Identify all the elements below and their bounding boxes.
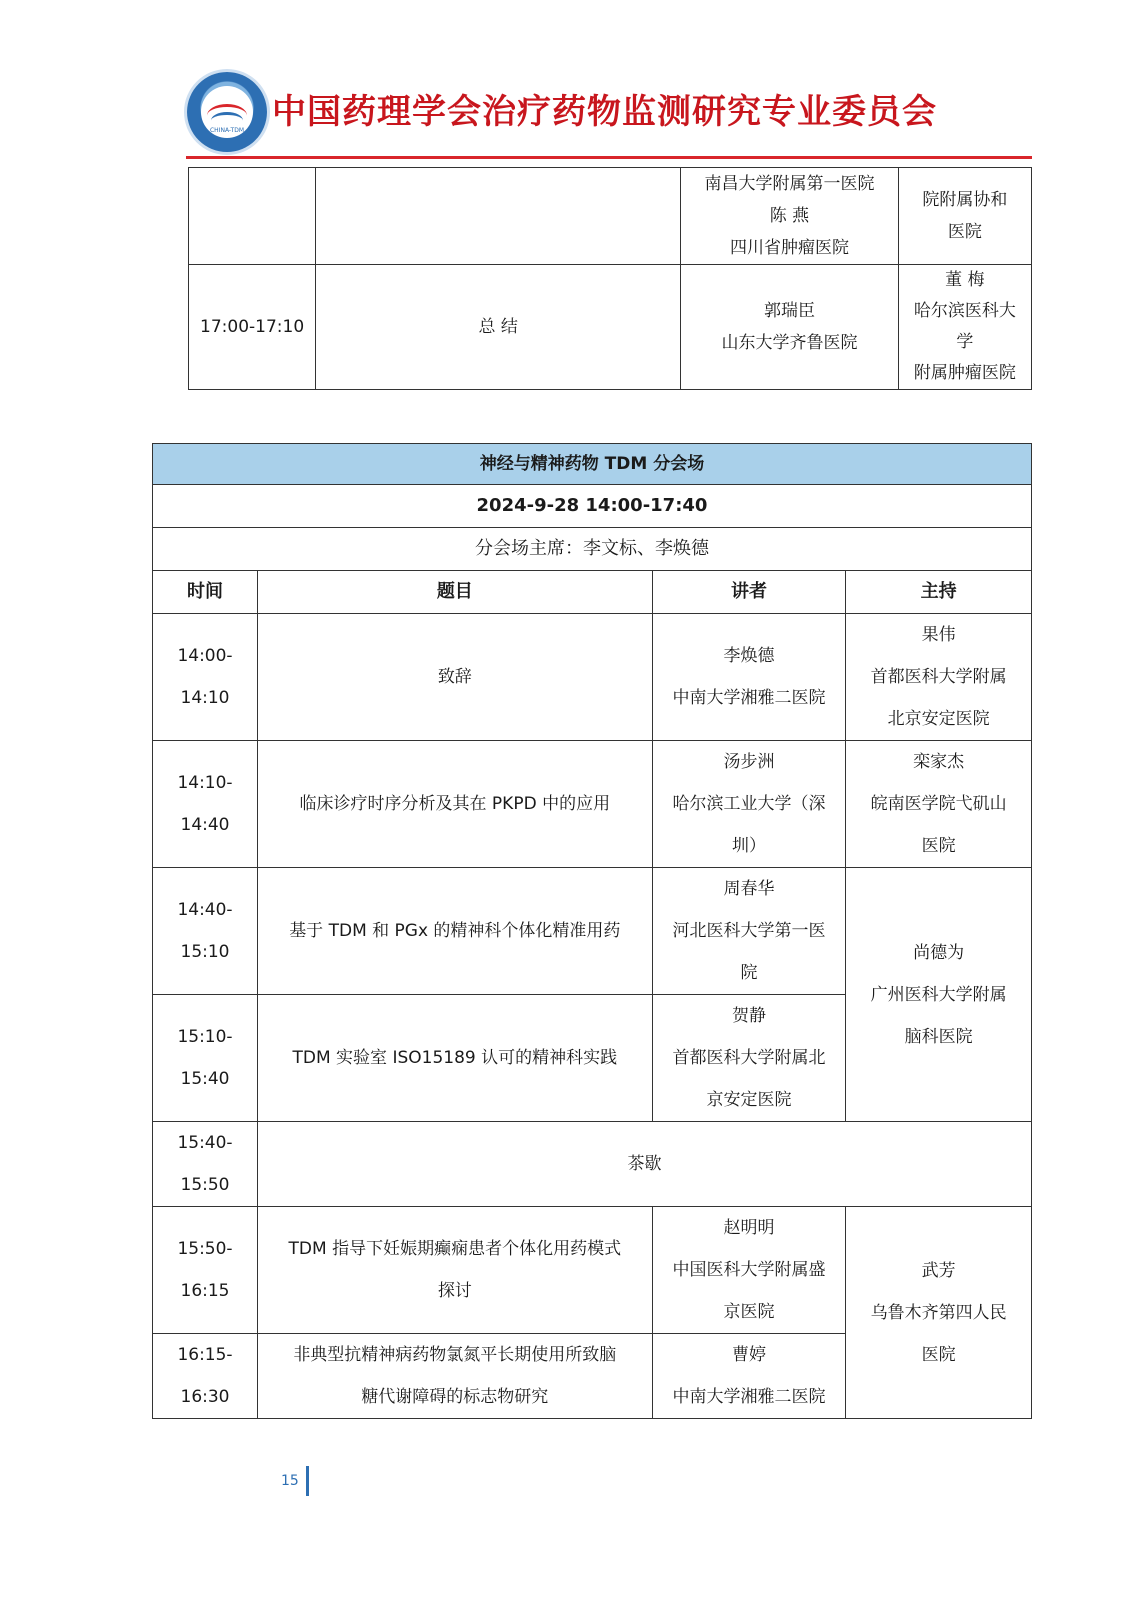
table-row: [153, 868, 1032, 995]
speaker-line: 郭瑞臣: [763, 301, 815, 321]
time-line: 15:50: [180, 1175, 230, 1195]
header-divider: [186, 156, 1032, 159]
time-cell: [153, 1122, 258, 1207]
host-line: 广州医科大学附属: [870, 984, 1007, 1005]
time-cell: [153, 741, 258, 868]
table-row: [189, 168, 1032, 265]
host-cell: [846, 868, 1032, 1122]
host-cell: [846, 614, 1032, 741]
session-schedule-table: [152, 443, 1032, 1419]
time-line: 15:50-: [177, 1239, 233, 1259]
speaker-line: 汤步洲: [723, 752, 775, 772]
break-cell: [258, 1122, 1032, 1207]
host-line: 学: [956, 332, 974, 352]
table-row: [153, 1207, 1032, 1334]
speaker-line: 山东大学齐鲁医院: [721, 333, 858, 353]
topic-cell: [258, 614, 653, 741]
speaker-line: 京安定医院: [706, 1090, 792, 1110]
time-line: 15:10-: [177, 1027, 233, 1047]
speaker-line: 中南大学湘雅二医院: [672, 1387, 826, 1407]
session-title-row: [153, 444, 1032, 485]
session-title: 神经与精神药物 TDM 分会场: [153, 444, 1032, 485]
time-cell: [153, 1207, 258, 1334]
column-header-host: 主持: [846, 571, 1032, 614]
host-line: 医院: [921, 1344, 956, 1365]
host-line: 栾家杰: [913, 752, 965, 772]
speaker-line: 李焕德: [723, 646, 775, 666]
time-cell: [153, 1334, 258, 1419]
speaker-line: 院: [740, 963, 758, 983]
topic-cell: [258, 995, 653, 1122]
table-row: [153, 1122, 1032, 1207]
time-line: 15:10: [180, 942, 230, 962]
time-line: 14:00-: [177, 646, 233, 666]
session-chairs-row: [153, 528, 1032, 571]
time-cell: 17:00-17:10: [189, 265, 316, 390]
topic-line: 探讨: [437, 1281, 472, 1301]
speaker-line: 中国医科大学附属盛: [672, 1260, 826, 1280]
host-line: 首都医科大学附属: [870, 667, 1007, 687]
topic-cell: [258, 868, 653, 995]
table-header-row: [153, 571, 1032, 614]
speaker-cell: [652, 1334, 846, 1419]
time-cell: [153, 995, 258, 1122]
speaker-line: 京医院: [723, 1302, 775, 1322]
host-line: 院附属协和: [922, 190, 1008, 210]
host-cell: [898, 265, 1031, 390]
topic-line: TDM 指导下妊娠期癫痫患者个体化用药模式: [288, 1239, 622, 1259]
speaker-line: 南昌大学附属第一医院: [704, 174, 875, 194]
speaker-cell: [652, 1207, 846, 1334]
host-line: 医院: [947, 222, 982, 242]
host-cell: [846, 1207, 1032, 1419]
topic-line: 基于 TDM 和 PGx 的精神科个体化精准用药: [289, 921, 621, 941]
host-line: 董 梅: [945, 270, 985, 290]
table-row: [153, 614, 1032, 741]
host-line: 脑科医院: [904, 1026, 973, 1047]
time-line: 16:15: [180, 1281, 230, 1301]
host-cell: [898, 168, 1031, 265]
session-chairs: 分会场主席：李文标、李焕德: [153, 528, 1032, 571]
topic-cell: [258, 1207, 653, 1334]
topic-line: TDM 实验室 ISO15189 认可的精神科实践: [292, 1048, 618, 1068]
column-header-topic: 题目: [258, 571, 653, 614]
host-line: 皖南医学院弋矶山: [870, 794, 1007, 814]
time-line: 14:40-: [177, 900, 233, 920]
time-cell: [153, 614, 258, 741]
session-date: 2024-9-28 14:00-17:40: [153, 485, 1032, 528]
break-label: 茶歇: [627, 1154, 662, 1174]
column-header-speaker: 讲者: [652, 571, 846, 614]
time-line: 15:40: [180, 1069, 230, 1089]
speaker-cell: [652, 614, 846, 741]
speaker-line: 首都医科大学附属北: [672, 1048, 826, 1068]
session-date-row: [153, 485, 1032, 528]
host-line: 医院: [921, 836, 956, 856]
host-line: 尚德为: [913, 942, 965, 963]
host-cell: [846, 741, 1032, 868]
topic-line: 糖代谢障碍的标志物研究: [361, 1387, 549, 1407]
time-cell: [153, 868, 258, 995]
topic-cell: [258, 1334, 653, 1419]
host-line: 武芳: [921, 1260, 956, 1281]
speaker-cell: [652, 995, 846, 1122]
speaker-cell: [681, 265, 898, 390]
host-line: 乌鲁木齐第四人民: [870, 1302, 1007, 1323]
speaker-line: 河北医科大学第一医: [672, 921, 826, 941]
host-line: 哈尔滨医科大: [913, 301, 1016, 321]
host-line: 附属肿瘤医院: [913, 363, 1016, 383]
speaker-cell: [681, 168, 898, 265]
time-line: 14:10: [180, 688, 230, 708]
speaker-line: 陈 燕: [769, 206, 810, 226]
topic-line: 临床诊疗时序分析及其在 PKPD 中的应用: [299, 794, 611, 814]
topic-cell: [258, 741, 653, 868]
host-line: 北京安定医院: [887, 709, 990, 729]
table-row: [153, 741, 1032, 868]
speaker-line: 曹婷: [731, 1345, 766, 1365]
time-line: 15:40-: [177, 1133, 233, 1153]
table-row: [189, 265, 1032, 390]
speaker-line: 圳）: [731, 836, 766, 856]
page-number-bar: [306, 1466, 309, 1496]
speaker-line: 哈尔滨工业大学（深: [672, 794, 826, 814]
time-line: 16:30: [180, 1387, 230, 1407]
topic-cell: 总 结: [316, 265, 681, 390]
speaker-line: 赵明明: [723, 1218, 775, 1238]
speaker-line: 中南大学湘雅二医院: [672, 688, 826, 708]
speaker-line: 周春华: [723, 879, 775, 899]
committee-logo-icon: [187, 72, 267, 152]
time-line: 16:15-: [177, 1345, 233, 1365]
topic-cell: [316, 168, 681, 265]
column-header-time: 时间: [153, 571, 258, 614]
time-line: 14:10-: [177, 773, 233, 793]
previous-session-table: [188, 167, 1032, 390]
topic-line: 非典型抗精神病药物氯氮平长期使用所致脑: [293, 1345, 617, 1365]
speaker-line: 贺静: [731, 1006, 766, 1026]
logo-text: CHINA-TDM: [209, 127, 244, 134]
speaker-cell: [652, 868, 846, 995]
page-number: 15: [281, 1473, 299, 1489]
speaker-line: 四川省肿瘤医院: [729, 238, 849, 258]
page-header: [162, 66, 1032, 162]
organization-title: 中国药理学会治疗药物监测研究专业委员会: [272, 92, 937, 132]
time-line: 14:40: [180, 815, 230, 835]
host-line: 果伟: [921, 625, 956, 645]
topic-line: 致辞: [437, 667, 472, 687]
time-cell: [189, 168, 316, 265]
speaker-cell: [652, 741, 846, 868]
